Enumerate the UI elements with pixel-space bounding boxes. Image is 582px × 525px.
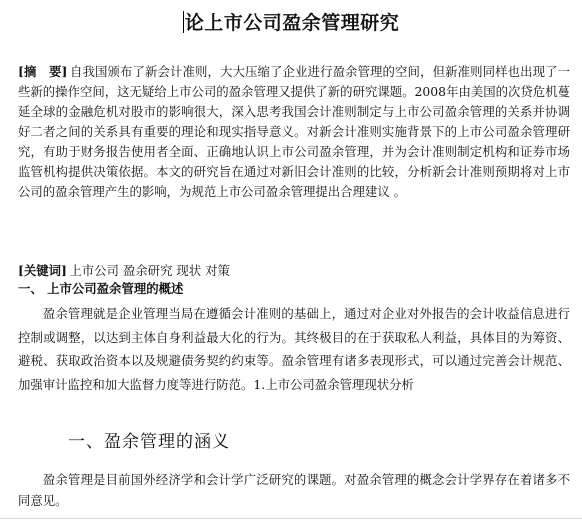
section-definition-paragraph: 盈余管理是目前国外经济学和会计学广泛研究的课题。对盈余管理的概念会计学界存在着诸多不同意见。 [18, 472, 570, 508]
keywords-label: [关键词] [18, 263, 67, 278]
text-cursor [183, 11, 184, 33]
abstract-label: [摘 要] [18, 64, 68, 79]
section-heading-definition: 一、盈余管理的涵义 [68, 432, 230, 452]
keywords-line [18, 262, 570, 280]
section-heading-overview: 一、 上市公司盈余管理的概述 [18, 281, 184, 296]
document-title: 论上市公司盈余管理研究 [184, 12, 400, 34]
section-overview-paragraph: 盈余管理就是企业管理当局在遵循会计准则的基础上，通过对企业对外报告的会计收益信息进行控制或调整，以达到主体自身利益最大化的行为。其终极目的在于获取私人利益，具体目的为筹资、避税、获取政治资本以及规避债务契约约束等。盈余管理有诸多表现形式，可以通过完善会计规范、加强审计监控和加大监督力度等进行防范。1.上市公司盈余管理现状分析 [18, 306, 570, 392]
page-bottom-divider [0, 518, 582, 519]
abstract-paragraph [18, 62, 570, 202]
keywords-text: 上市公司 盈余研究 现状 对策 [69, 263, 230, 278]
document-title-line [0, 8, 582, 35]
abstract-text: 自我国颁布了新会计准则，大大压缩了企业进行盈余管理的空间，但新准则同样也出现了一些新的操作空间，这无疑给上市公司的盈余管理又提供了新的研究课题。2008年由美国的次贷危机蔓延全球的金融危机对股市的影响很大，深入思考我国会计准则制定与上市公司盈余管理的关系并协调好二者之间的关系具有重要的理论和现实指导意义。对新会计准则实施背景下的上市公司盈余管理研究，有助于财务报告使用者全面、正确地认识上市公司盈余管理，并为会计准则制定机构和证券市场监管机构提供决策依据。本文的研究旨在通过对新旧会计准则的比较，分析新会计准则预期将对上市公司的盈余管理产生的影响，为规范上市公司盈余管理提出合理建议 。 [18, 64, 570, 199]
